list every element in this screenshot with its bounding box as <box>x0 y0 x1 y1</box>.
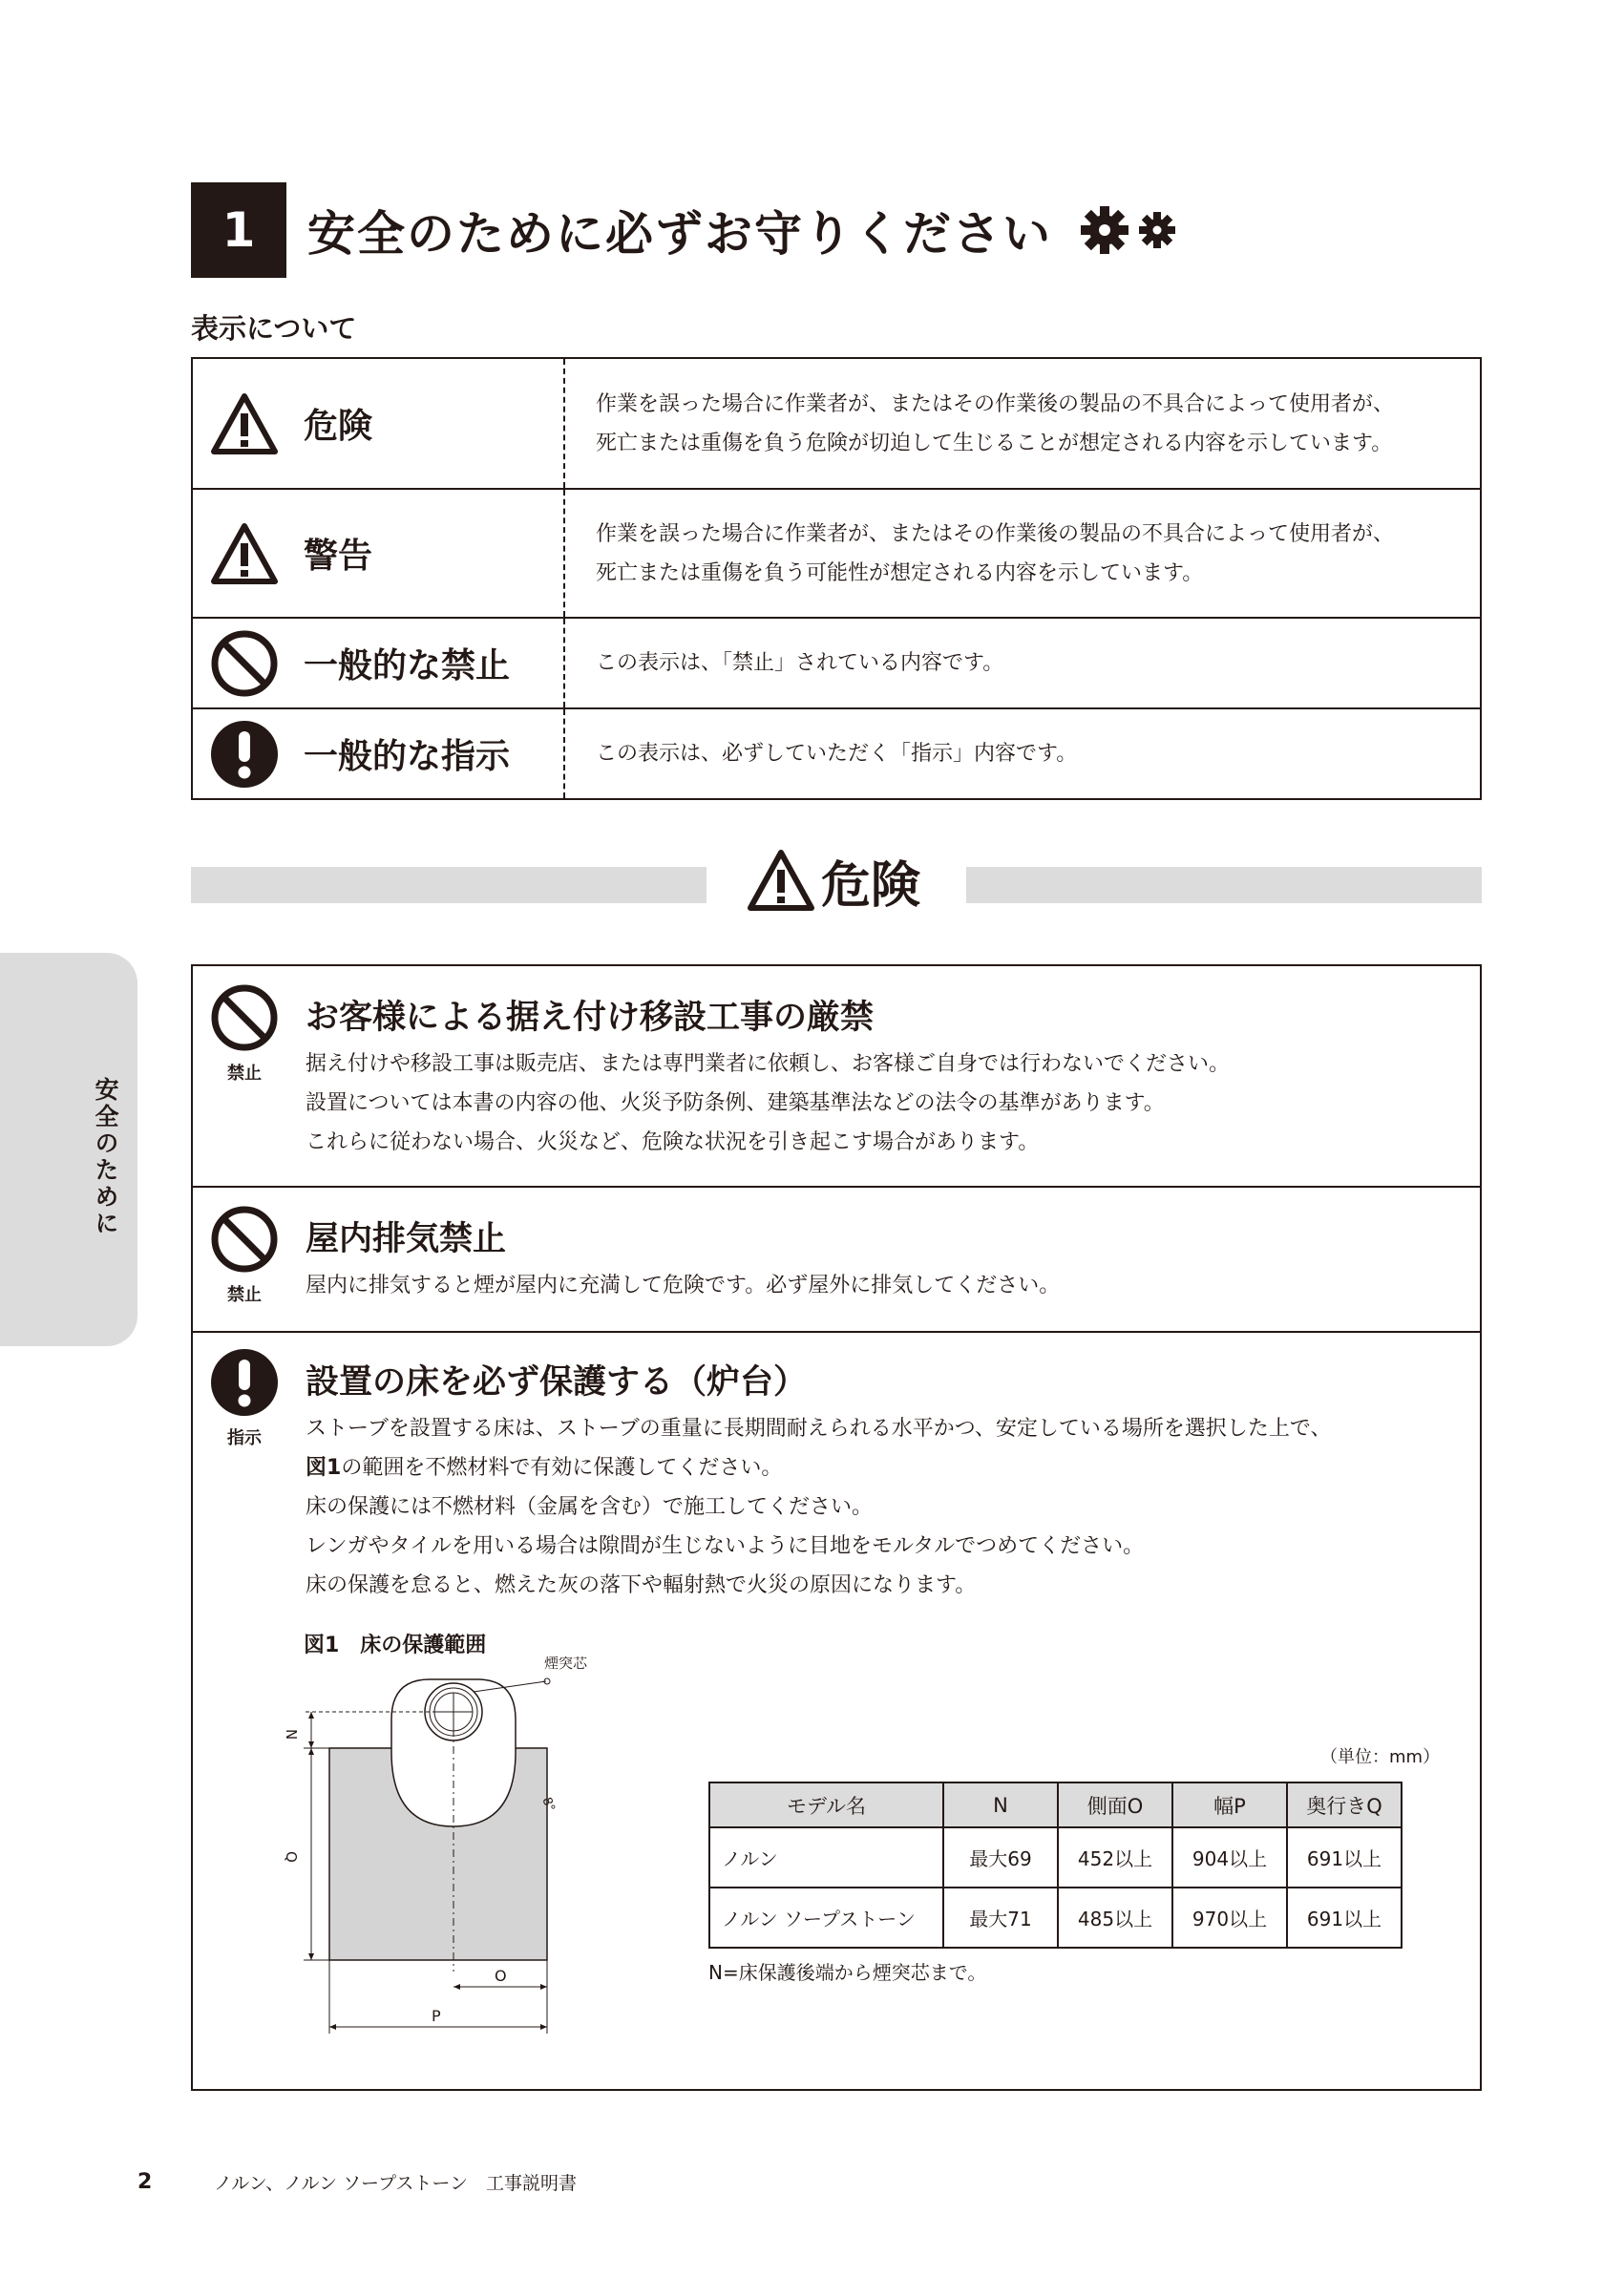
table-cell: 最大69 <box>943 1827 1058 1888</box>
chapter-title: 安全のために必ずお守りください <box>307 206 1052 262</box>
item-divider <box>193 1186 1480 1188</box>
dim-n-label: N <box>283 1729 300 1740</box>
table-cell: 904以上 <box>1172 1827 1287 1888</box>
warning-triangle-icon <box>210 392 279 455</box>
figure-ref: 図1 <box>306 1456 342 1480</box>
danger-heading: 危険 <box>821 856 921 915</box>
item-body <box>306 1266 1060 1305</box>
dim-o-label: O <box>495 1967 507 1985</box>
item-icon-wrap <box>208 1348 281 1449</box>
flue-label: 煙突芯 <box>544 1656 588 1672</box>
band-bar-left <box>191 867 707 903</box>
legend-label: 一般的な禁止 <box>304 646 511 686</box>
table-cell: 691以上 <box>1287 1888 1402 1948</box>
danger-heading-band <box>191 840 1482 920</box>
legend-desc-line: 死亡または重傷を負う危険が切迫して生じることが想定される内容を示しています。 <box>596 431 1393 455</box>
legend-label: 一般的な指示 <box>304 737 511 776</box>
table-cell: 485以上 <box>1058 1888 1172 1948</box>
page-footer <box>137 2169 577 2195</box>
table-header: 幅P <box>1172 1782 1287 1827</box>
exclamation-icon <box>210 1348 279 1417</box>
gears-icon <box>1079 204 1176 256</box>
legend-desc-line: この表示は、「禁止」されている内容です。 <box>596 651 1004 675</box>
chapter-number: 1 <box>191 182 286 278</box>
legend-row-warning <box>193 488 1480 617</box>
section-label: 表示について <box>191 312 357 345</box>
figure-title: 図1 床の保護範囲 <box>304 1634 487 1657</box>
floor-protection-diagram <box>277 1656 659 2048</box>
table-cell: 452以上 <box>1058 1827 1172 1888</box>
item-title: お客様による据え付け移設工事の厳禁 <box>306 999 875 1037</box>
item-caption: 禁止 <box>227 1064 262 1084</box>
item-line: 設置については本書の内容の他、火災予防条例、建築基準法などの法令の基準があります。 <box>306 1091 1165 1115</box>
item-caption: 禁止 <box>227 1285 262 1305</box>
dim-q-label: Q <box>283 1851 300 1863</box>
table-header: 奥行きQ <box>1287 1782 1402 1827</box>
item-line: レンガやタイルを用いる場合は隙間が生じないように目地をモルタルでつめてください。 <box>306 1534 1145 1558</box>
legend-row-danger <box>193 359 1480 488</box>
document-title: ノルン、ノルン ソープストーン 工事説明書 <box>214 2173 577 2194</box>
table-header-row <box>709 1782 1402 1827</box>
item-icon-wrap <box>208 983 281 1085</box>
side-section-tab[interactable] <box>0 953 137 1346</box>
warning-triangle-icon <box>210 522 279 585</box>
item-title: 設置の床を必ず保護する（炉台） <box>306 1363 808 1402</box>
item-caption: 指示 <box>227 1428 262 1448</box>
spec-table <box>708 1782 1403 1949</box>
table-row <box>709 1888 1402 1948</box>
page-number: 2 <box>137 2170 153 2194</box>
legend-table <box>191 357 1482 800</box>
legend-desc-line: 作業を誤った場合に作業者が、またはその作業後の製品の不具合によって使用者が、 <box>596 521 1395 546</box>
table-cell: ノルン ソープストーン <box>709 1888 943 1948</box>
legend-row-instruction <box>193 707 1480 798</box>
legend-label: 警告 <box>304 537 373 576</box>
prohibition-icon <box>210 983 279 1052</box>
legend-desc-line: 作業を誤った場合に作業者が、またはその作業後の製品の不具合によって使用者が、 <box>596 391 1395 416</box>
band-bar-right <box>966 867 1482 903</box>
table-header: 側面O <box>1058 1782 1172 1827</box>
item-line: 図1の範囲を不燃材料で有効に保護してください。 <box>306 1456 783 1480</box>
side-tab-label: 安全のために <box>92 1077 119 1237</box>
legend-label: 危険 <box>304 407 373 446</box>
chapter-header <box>191 189 1176 271</box>
table-cell: 970以上 <box>1172 1888 1287 1948</box>
table-header: モデル名 <box>709 1782 943 1827</box>
item-divider <box>193 1331 1480 1333</box>
item-body <box>306 1409 1331 1605</box>
legend-desc-line: 死亡または重傷を負う可能性が想定される内容を示しています。 <box>596 560 1204 585</box>
legend-row-prohibition <box>193 617 1480 707</box>
item-icon-wrap <box>208 1205 281 1306</box>
table-cell: ノルン <box>709 1827 943 1888</box>
dim-p-label: P <box>432 2007 441 2025</box>
item-line: これらに従わない場合、火災など、危険な状況を引き起こす場合があります。 <box>306 1130 1040 1154</box>
item-body <box>306 1044 1230 1162</box>
prohibition-icon <box>210 1205 279 1274</box>
exclamation-icon <box>210 720 279 789</box>
prohibition-icon <box>210 629 279 698</box>
table-note: N=床保護後端から煙突芯まで。 <box>708 1961 987 1984</box>
unit-label: （単位：mm） <box>1320 1747 1441 1767</box>
table-header: N <box>943 1782 1058 1827</box>
item-line: 屋内に排気すると煙が屋内に充満して危険です。必ず屋外に排気してください。 <box>306 1274 1061 1297</box>
table-cell: 最大71 <box>943 1888 1058 1948</box>
item-line: ストーブを設置する床は、ストーブの重量に長期間耐えられる水平かつ、安定している場所を選択した上で、 <box>306 1417 1332 1441</box>
item-title: 屋内排気禁止 <box>306 1220 507 1258</box>
warning-triangle-icon <box>747 849 815 912</box>
table-row <box>709 1827 1402 1888</box>
table-cell: 691以上 <box>1287 1827 1402 1888</box>
legend-desc-line: この表示は、必ずしていただく「指示」内容です。 <box>596 742 1078 766</box>
item-line: 床の保護を怠ると、燃えた灰の落下や輻射熱で火災の原因になります。 <box>306 1573 977 1597</box>
angle-label: 8° <box>538 1795 558 1814</box>
item-line: 据え付けや移設工事は販売店、または専門業者に依頼し、お客様ご自身では行わないでください。 <box>306 1052 1231 1076</box>
item-line: 床の保護には不燃材料（金属を含む）で施工してください。 <box>306 1495 874 1519</box>
